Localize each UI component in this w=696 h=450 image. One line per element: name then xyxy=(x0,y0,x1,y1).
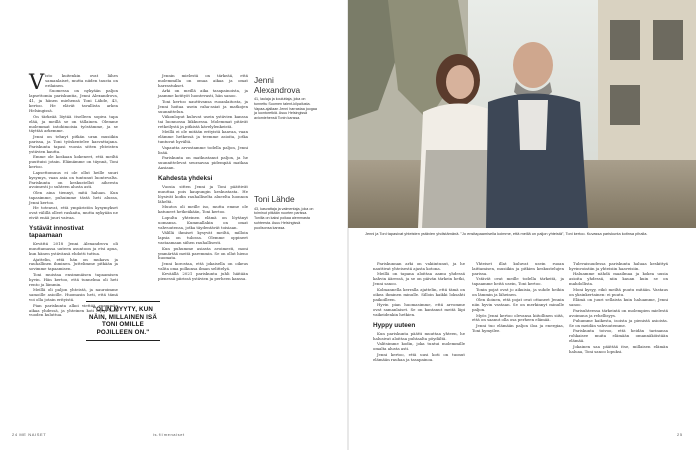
couple-photo xyxy=(348,0,696,228)
body-paragraph: Muutos oli meille iso, mutta emme ole katuneet hetkeäkään, Toni kertoo. xyxy=(158,204,248,215)
body-paragraph: Tulevaisuudessa pariskunta haluaa keskittyä hyvinvointiin ja yhteisiin haaveisiin. xyxy=(569,261,668,271)
right-column-1 xyxy=(373,262,465,363)
right-column-3 xyxy=(569,262,668,355)
body-paragraph: Keväällä 2021 pariskunta juhli häitään pienessä piirissä ystävien ja perheen kanssa. xyxy=(158,271,248,282)
body-paragraph: Pariskunta on matkustanut paljon, ja he suunnittelevat seuraavaa pidempää matkaa Aasiaan. xyxy=(158,155,248,171)
footer-left-page-number: 24 ME NAISET xyxy=(12,432,47,437)
body-paragraph: Jenni on tehnyt pitkän uran musiikin parissa, ja Toni työskentelee kasvattajana. Pariskunta tapasi vuosia sitten yhteisten ystävien kautta. xyxy=(29,133,118,154)
body-paragraph: Lopulta yhteinen elämä on löytänyt uomansa. Kummallakin on omat vahvuutensa, jotka täydentävät toisiaan. xyxy=(158,214,248,230)
column-2 xyxy=(158,74,248,283)
body-paragraph: Olen aina tiennyt, mitä haluan. Kun tapasimme, puhuimme tästä heti alussa, Jenni kertoo. xyxy=(29,189,118,205)
subheading-friends: Ystävät innostivat tapaamaan xyxy=(29,225,84,240)
bio-toni-name: Toni Lähde xyxy=(254,194,295,204)
subheading-leap: Hyppy uuteen xyxy=(373,321,416,329)
body-paragraph: Jenni tuo elämään paljon iloa ja energiaa, Toni hymyilee. xyxy=(472,322,564,333)
body-paragraph: Parisuhteessa tärkeintä on molempien mielestä avoimuus ja rehellisyys. xyxy=(569,307,668,318)
bio-jenni-text: 41, laulaja ja kouluttaja, joka on tunnettu Suomen talent-kilpailusta. Vapaa-ajallaan Jenni harrastaa joogaa ja luontoretkiä. Asuu Helsingissä aviomiehensä Tonin kanssa. xyxy=(254,97,317,121)
body-paragraph: Välillä ihmiset kysyvät meiltä, milloin lapsia on tulossa. Olemme oppineet vastaamaan siihen rauhallisesti. xyxy=(158,230,248,246)
body-paragraph: Suomessa on nykyään paljon lapsettomia pariskuntia, Jenni Alexandrova, 41, ja hänen miehensä Toni Lähde, 43, kertoo. He elävät tavallista arkea Helsingissä. xyxy=(29,88,118,114)
body-paragraph: Moni kysyy, eikö meiltä puutu mitään. Vastaus on yksinkertainen: ei puutu. xyxy=(569,286,668,297)
body-paragraph: Lapsettomuus ei ole ollut heille suuri kysymys, vaan asia on tuntunut luontevalta. Pariskunta on keskustellut aiheesta avoimesti jo suhteen alusta asti. xyxy=(29,169,118,190)
bio-jenni xyxy=(254,76,318,121)
intro-text: isto kuitenkin ovat lähes samanlaiset, mutta niiden tausta on erilainen. xyxy=(45,73,118,88)
pull-quote: "OLIN MYYTY, KUN NÄIN, MILLAINEN ISÄ TONI OMILLE POJILLEEN ON." xyxy=(86,301,160,341)
intro-paragraph xyxy=(29,70,118,94)
body-paragraph: Meillä on tapana aloittaa aamu yhdessä kahvin ääressä, ja se on päivän tärkein hetki, Jenni sanoo. xyxy=(373,271,465,287)
body-paragraph: Hyvin pian huomasimme, että arvomme ovat samanlaiset. Se on kantanut meitä läpi vaikeidenkin hetkien. xyxy=(373,302,465,318)
couple-photo-image xyxy=(348,0,696,228)
footer-magazine-url: is.fi/menaiset xyxy=(153,432,185,437)
body-paragraph: Kun pariskunta päätti muuttaa yhteen, he halusivat aloittaa puhtaalta pöydältä. xyxy=(373,330,465,341)
body-paragraph: Olen iloinen, että pojat ovat ottaneet Jennin niin hyvin vastaan. Se on merkinnyt minulle paljon. xyxy=(472,297,564,313)
bio-toni xyxy=(254,195,318,230)
body-paragraph: Arki on meillä aika tasapainoista, ja jaamme kotityöt luontevasti, hän sanoo. xyxy=(158,88,248,99)
body-paragraph: Toni muistaa ensimmäisen tapaamisen hyvin. Hän kertoo, että tunnelma oli heti rento ja lämmin. xyxy=(29,271,118,287)
body-paragraph: Kevättä 2018 Jenni Alexandrova oli muuttamassa uuteen asuntoon ja etsi apua, kun hänen ystävänsä ehdotti tuttua. xyxy=(29,241,118,257)
body-paragraph: Kun puhumme asiasta avoimesti, moni ymmärtää meitä paremmin. Se on ollut hieno huomata. xyxy=(158,245,248,261)
body-paragraph: Tonin pojat ovat jo aikuisia, ja suhde heihin on lämmin ja läheinen. xyxy=(472,286,564,297)
body-paragraph: Haluamme nähdä maailmaa ja kokea uusia asioita yhdessä, niin kauan kuin se on mahdollista. xyxy=(569,271,668,287)
body-paragraph: Valitsimme kodin, joka tuntui molemmille omalta alusta asti. xyxy=(373,341,465,352)
body-paragraph: Meillä oli paljon yhteistä, ja nauroimme samoille asioille. Huomasin heti, että tämä voi olla jotain erityistä. xyxy=(29,287,118,303)
subheading-two-to-one: Kahdesta yhdeksi xyxy=(158,175,213,183)
bio-toni-text: 43, kasvattaja ja valmentaja, joka on toiminut pitkään nuorten parissa. Tonilla on kaksi poikaa aiemmasta suhteesta. Asuu Helsingissä puolisonsa kanssa. xyxy=(254,206,314,230)
photo-caption: Jenni ja Toni tapasivat yhteisten ystävien yhdistämänä. "Jo ensitapaamisella koimme, että meillä on paljon yhteistä", Toni kertoo. Kuvassa pariskunta kotinsa pihalla. xyxy=(365,231,648,236)
body-paragraph: Jenni kertoo, että uusi koti on tuonut elämään rauhaa ja tasapainoa. xyxy=(373,351,465,362)
body-paragraph: Meillä ei ole mitään erityistä kaavaa, vaan elämme hetkessä ja teemme asioita, jotka tuntuvat hyvältä. xyxy=(158,129,248,145)
body-paragraph: Jenni korostaa, että jokaisella on oikeus valita oma polkunsa ilman selittelyä. xyxy=(158,260,248,271)
body-paragraph: Pariskunnan arki on vakiintunut, ja he nauttivat yhteisestä ajasta kotona. xyxy=(373,261,465,271)
body-paragraph: Myös Jenni kertoo olevansa kiitollinen siitä, että on saanut olla osa perheen elämää. xyxy=(472,312,564,323)
footer-right-page-number: 25 xyxy=(677,432,683,437)
body-paragraph: Jennin mielestä on tärkeää, että molemmilla on omaa aikaa ja omat harrastukset. xyxy=(158,73,248,88)
body-paragraph: Ystävät ovat meille todella tärkeitä, ja tapaamme heitä usein, Toni kertoo. xyxy=(472,276,564,287)
body-paragraph: Ajattelin, että hän on mukava ja rauhallinen ihminen. Juttelimme pitkään ja sovimme tapaamisen. xyxy=(29,256,118,272)
drop-cap: V xyxy=(29,70,45,94)
body-paragraph: Elämä on juuri sellaista kuin haluamme, Jenni sanoo. xyxy=(569,297,668,308)
body-paragraph: He toteavat, että ympäristön kysymykset ovat välillä olleet raskaita, mutta nykyään ne eivät enää juuri vaivaa. xyxy=(29,205,118,221)
body-paragraph: Pariskunta toivoo, että heidän tarinansa rohkaisee muita elämään omannäköistään elämää. xyxy=(569,328,668,344)
body-paragraph: Puhumme kaikesta, isoista ja pienistä asioista. Se on meidän vahvuutemme. xyxy=(569,317,668,328)
body-paragraph: Yhteiset illat kuluvat usein ruoan laittamisen, musiikin ja pitkien keskustelujen parissa. xyxy=(472,261,564,276)
right-column-2 xyxy=(472,262,564,334)
bio-jenni-name: Jenni Alexandrova xyxy=(254,75,301,95)
body-paragraph: Jokainen saa päättää itse, millaisen elämän haluaa, Toni sanoo lopuksi. xyxy=(569,343,668,354)
body-paragraph: On tärkeää löytää itselleen sopiva tapa elää, ja meillä se on tällainen. Olemme molemmat intohimoisia työstämme, ja se täyttää arkemme. xyxy=(29,113,118,134)
body-paragraph: Toni kertoo nauttivansa ruoanlaitosta, ja Jenni hoitaa usein raha-asiat ja matkojen suunnittelun. xyxy=(158,98,248,114)
body-paragraph: Kolmannella kerralla ajattelin, että tämä on oikea ihminen minulle. Silloin kaikki loksahti paikoilleen. xyxy=(373,286,465,302)
body-paragraph: Vuosia sitten Jenni ja Toni päättivät muuttaa pois kaupungin keskustasta. He löysivät kodin rauhalliselta alueelta luonnon läheltä. xyxy=(158,184,248,204)
body-paragraph: Vapautta arvostamme todella paljon, Jenni lisää. xyxy=(158,144,248,155)
column-1 xyxy=(29,70,118,319)
body-paragraph: Emme ole koskaan kokeneet, että meiltä puuttuisi jotain. Elämämme on täynnä, Toni kertoo. xyxy=(29,154,118,170)
body-paragraph: Viikonloput kuluvat usein ystävien kanssa tai luonnossa liikkuessa. Molemmat pitävät retkeilystä ja pitkistä kävelylenkeistä. xyxy=(158,114,248,130)
body-paragraph: Pian pariskunta alkoi viettää enemmän aikaa yhdessä, ja yhteinen koti löytyi noin vuoden kuluttua. xyxy=(29,302,118,318)
